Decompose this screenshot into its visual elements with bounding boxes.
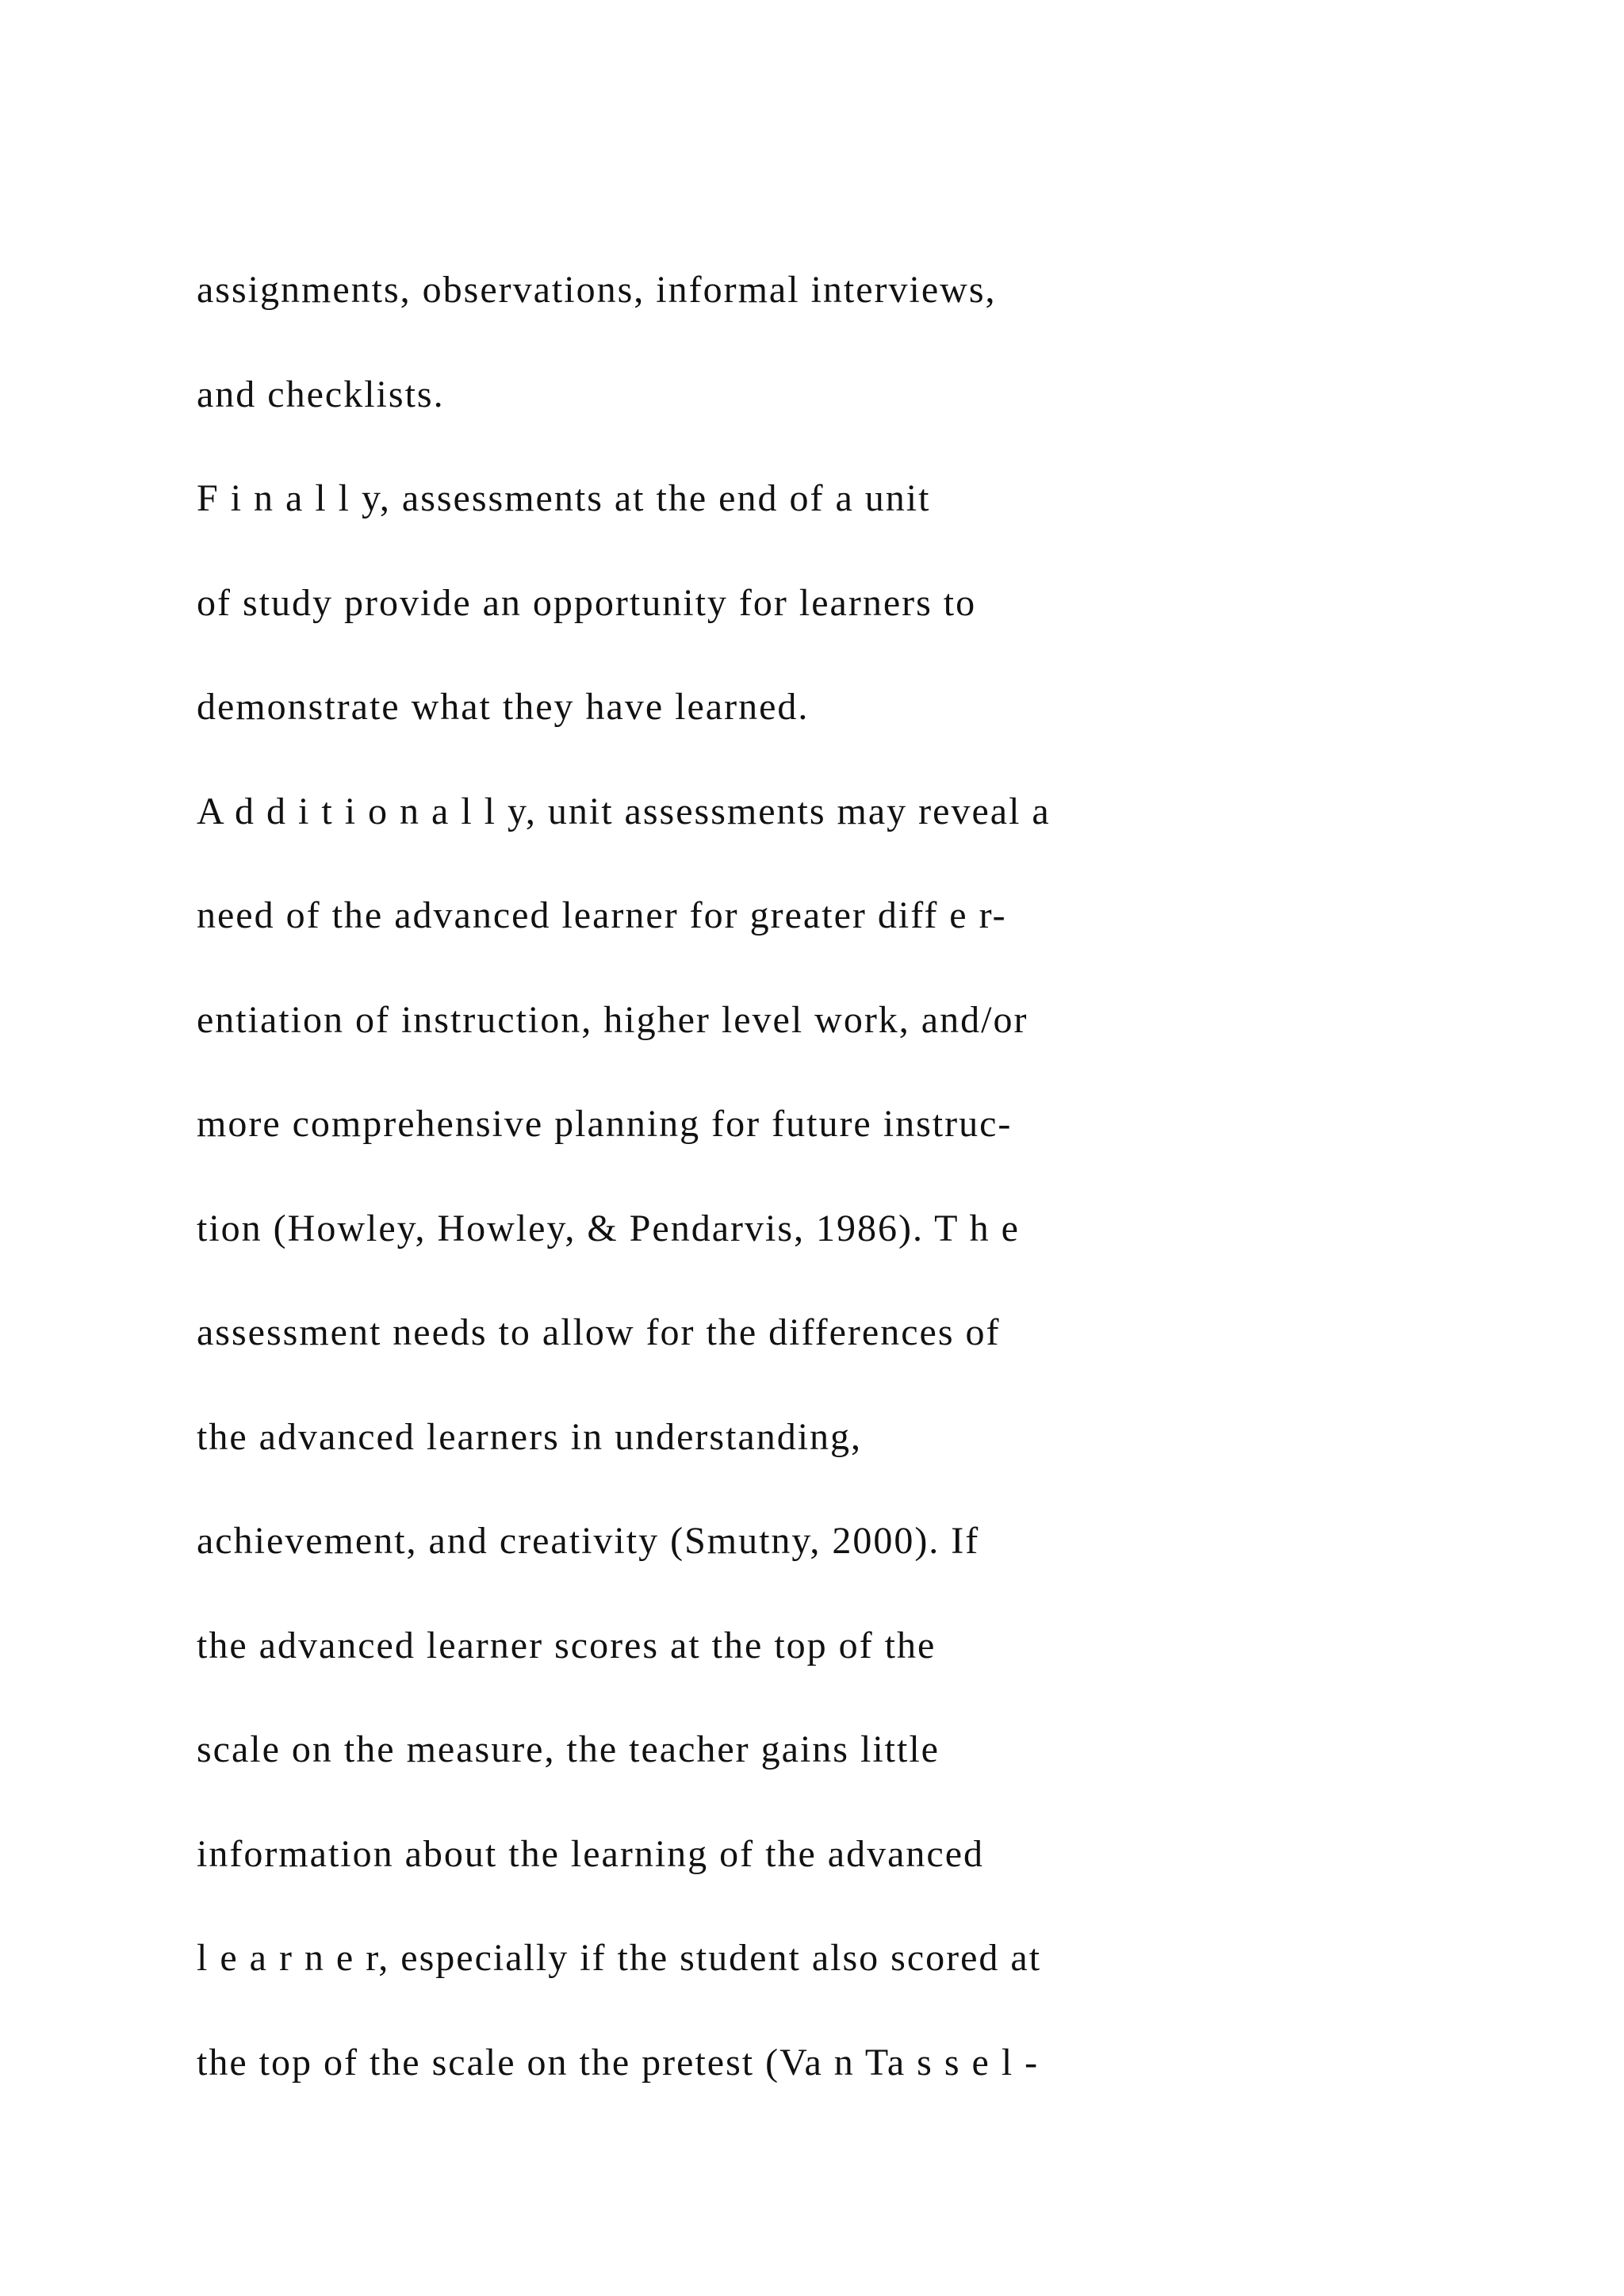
text-line: need of the advanced learner for greater diff e r- [197,894,1007,936]
text-line: the advanced learner scores at the top of the [197,1624,936,1667]
text-line: F i n a l l y, assessments at the end of a unit [197,477,931,519]
text-line: the top of the scale on the pretest (Va n Ta s s e l - [197,2041,1040,2084]
text-line: of study provide an opportunity for learners to [197,581,977,624]
text-line: the advanced learners in understanding, [197,1415,863,1458]
text-line: and checklists. [197,373,445,415]
text-line: assignments, observations, informal interviews, [197,269,997,311]
text-line: l e a r n e r, especially if the student also scored at [197,1937,1042,1979]
text-line: assessment needs to allow for the differences of [197,1311,1001,1353]
text-line: more comprehensive planning for future instruc- [197,1103,1013,1145]
text-line: A d d i t i o n a l l y, unit assessments may reveal a [197,790,1051,832]
text-line: tion (Howley, Howley, & Pendarvis, 1986). T h e [197,1207,1020,1249]
text-line: information about the learning of the advanced [197,1832,985,1875]
body-text [197,238,1434,2114]
text-line: achievement, and creativity (Smutny, 2000). If [197,1520,980,1562]
text-line: scale on the measure, the teacher gains little [197,1728,940,1770]
text-line: entiation of instruction, higher level work, and/or [197,998,1028,1041]
text-line: demonstrate what they have learned. [197,686,810,728]
